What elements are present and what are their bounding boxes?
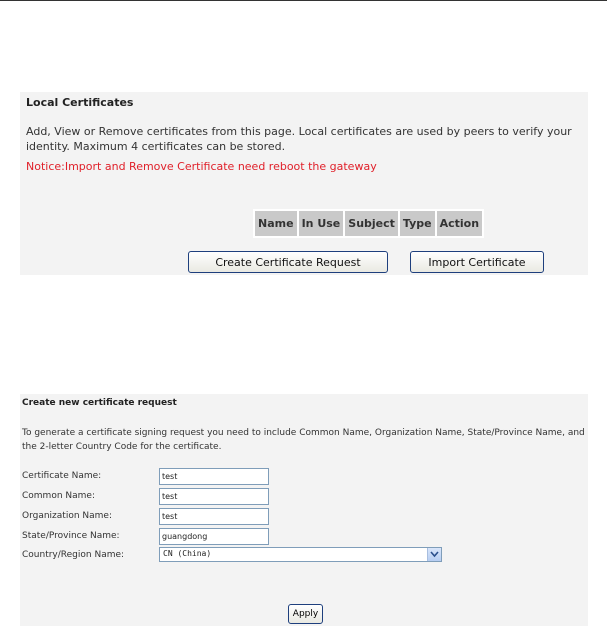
new-request-description: To generate a certificate signing request you need to include Common Name, Organization Name, State/Province Name, and the 2-letter Country Code for the certificate. [22, 428, 585, 452]
certificate-name-input[interactable] [159, 468, 269, 485]
country-region-selected-value: CN (China) [163, 549, 212, 558]
new-certificate-request-panel [20, 394, 588, 626]
reboot-notice: Notice:Import and Remove Certificate need reboot the gateway [26, 160, 377, 173]
local-certificates-description: Add, View or Remove certificates from this page. Local certificates are used by peers to verify your identity. Maximum 4 certificates can be stored. [26, 125, 572, 153]
common-name-input[interactable] [159, 488, 269, 505]
column-type: Type [400, 211, 435, 236]
apply-button[interactable]: Apply [288, 604, 323, 624]
top-divider [0, 0, 607, 1]
local-certificates-title: Local Certificates [26, 96, 134, 109]
create-certificate-request-button[interactable]: Create Certificate Request [188, 251, 388, 273]
import-certificate-button[interactable]: Import Certificate [410, 251, 544, 273]
chevron-down-icon[interactable] [427, 548, 441, 561]
table-header-row [255, 211, 482, 236]
new-request-title: Create new certificate request [22, 398, 177, 408]
local-certificates-panel [20, 92, 588, 275]
column-name: Name [255, 211, 297, 236]
certificates-table [253, 209, 484, 238]
certificate-name-label: Certificate Name: [22, 471, 102, 481]
state-province-label: State/Province Name: [22, 531, 120, 541]
country-region-select[interactable] [159, 547, 442, 562]
common-name-label: Common Name: [22, 491, 95, 501]
column-subject: Subject [345, 211, 398, 236]
organization-name-label: Organization Name: [22, 511, 112, 521]
country-region-label: Country/Region Name: [22, 550, 125, 560]
state-province-input[interactable] [159, 528, 269, 545]
column-action: Action [437, 211, 482, 236]
column-in-use: In Use [299, 211, 344, 236]
organization-name-input[interactable] [159, 508, 269, 525]
